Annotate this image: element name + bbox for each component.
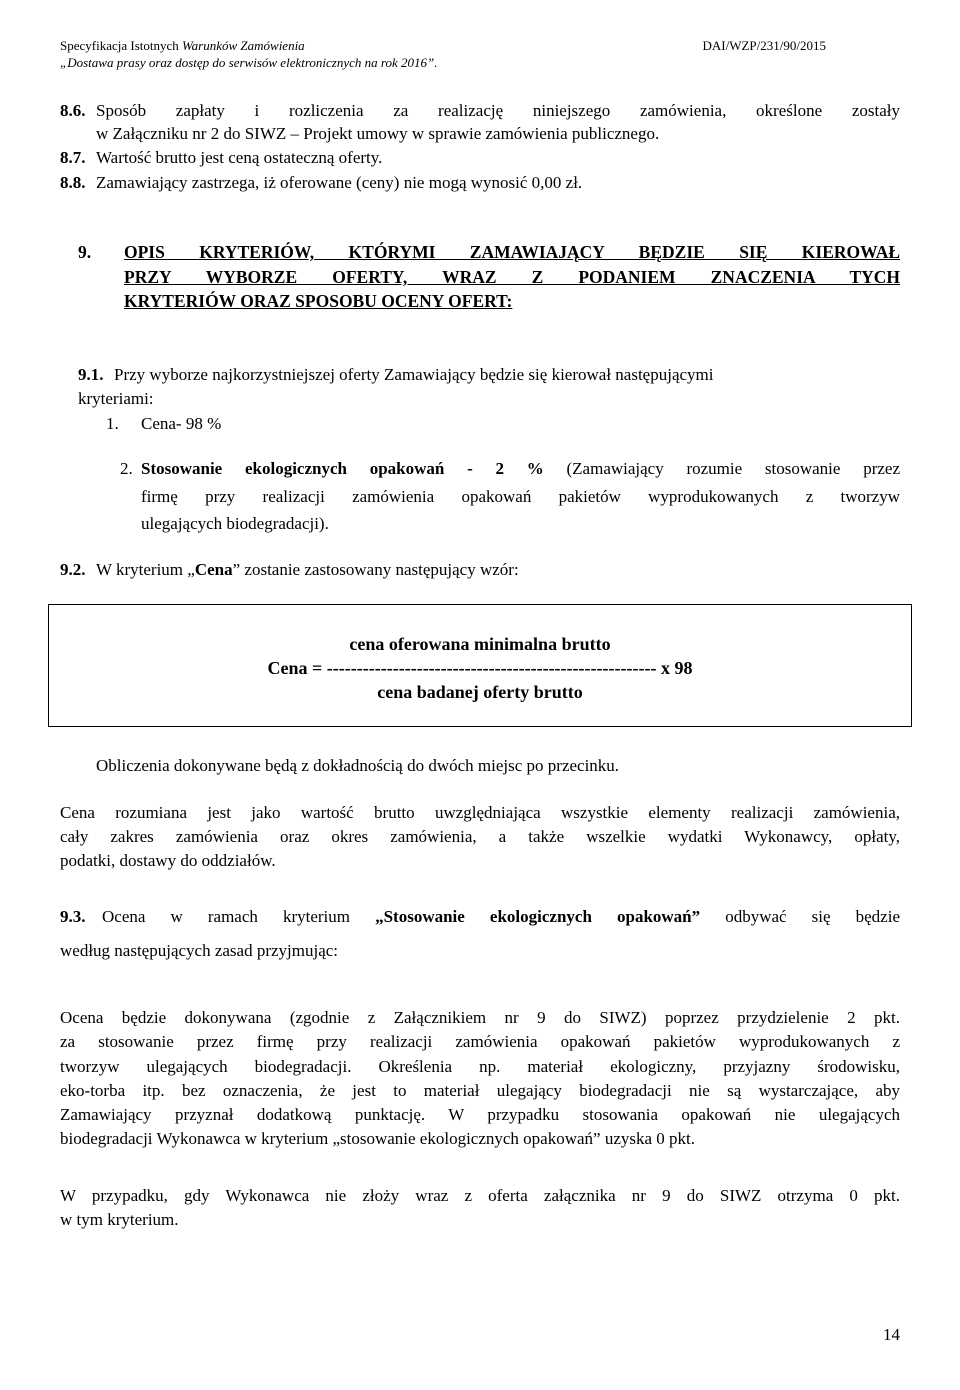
calc-note: Obliczenia dokonywane będą z dokładnością do dwóch miejsc po przecinku.	[96, 756, 620, 775]
section-8-6-number: 8.6.	[60, 101, 86, 120]
section-9-heading-line2: PRZY WYBORZE OFERTY, WRAZ Z PODANIEM ZNACZENIA TYCH	[124, 267, 900, 287]
criterion-1-number: 1.	[106, 414, 119, 433]
section-8-6-line2: w Załączniku nr 2 do SIWZ – Projekt umowy w sprawie zamówienia publicznego.	[96, 124, 660, 143]
section-8-7-number: 8.7.	[60, 148, 86, 167]
formula-denominator: cena badanej oferty brutto	[377, 682, 583, 702]
cena-paragraph-line1: Cena rozumiana jest jako wartość brutto uwzględniająca wszystkie elementy realizacji zamówienia,	[60, 803, 900, 822]
ocena-paragraph-line3: tworzyw ulegających biodegradacji. Określenia np. materiał ekologiczny, przyjazny środowisku,	[60, 1057, 900, 1076]
ocena-paragraph-line6: biodegradacji Wykonawca w kryterium „stosowanie ekologicznych opakowań” uzyska 0 pkt.	[60, 1129, 696, 1148]
section-8-6-line1: Sposób zapłaty i rozliczenia za realizację niniejszego zamówienia, określone zostały	[96, 101, 900, 120]
section-8-7-text: Wartość brutto jest ceną ostateczną oferty.	[96, 148, 383, 167]
formula-fraction-line: Cena = ------------------------------------------------------- x 98	[267, 658, 693, 678]
section-9-3-line2: według następujących zasad przyjmując:	[60, 941, 339, 960]
final-paragraph-line1: W przypadku, gdy Wykonawca nie złoży wraz z oferta załącznika nr 9 do SIWZ otrzyma 0 pkt.	[60, 1186, 900, 1205]
criterion-2-line2: firmę przy realizacji zamówienia opakowań pakietów wyprodukowanych z tworzyw	[141, 487, 900, 506]
final-paragraph-line2: w tym kryterium.	[60, 1210, 179, 1229]
section-9-3-number: 9.3.	[60, 907, 86, 926]
criterion-2-line1: Stosowanie ekologicznych opakowań - 2 % (Zamawiający rozumie stosowanie przez	[141, 459, 900, 478]
header-subtitle: „Dostawa prasy oraz dostęp do serwisów elektronicznych na rok 2016”.	[60, 55, 438, 70]
section-9-1-line2: kryteriami:	[78, 389, 154, 408]
section-9-1-number: 9.1.	[78, 365, 104, 384]
page-number: 14	[883, 1325, 900, 1344]
criterion-2-number: 2.	[120, 459, 133, 478]
ocena-paragraph-line2: za stosowanie przez firmę przy realizacji zamówienia opakowań pakietów wyprodukowanych z	[60, 1032, 900, 1051]
ocena-paragraph-line5: Zamawiający przyznał dodatkową punktację. W przypadku stosowania opakowań nie ulegających	[60, 1105, 900, 1124]
criterion-1-text: Cena- 98 %	[141, 414, 222, 433]
criterion-2-line3: ulegających biodegradacji).	[141, 514, 329, 533]
section-9-number: 9.	[78, 242, 92, 262]
formula-box	[48, 604, 912, 727]
section-9-1-line1: Przy wyborze najkorzystniejszej oferty Zamawiający będzie się kierował następującymi	[114, 365, 714, 384]
header-ref: DAI/WZP/231/90/2015	[702, 38, 826, 53]
section-9-2-number: 9.2.	[60, 560, 86, 579]
formula-numerator: cena oferowana minimalna brutto	[349, 634, 611, 654]
section-8-8-text: Zamawiający zastrzega, iż oferowane (ceny) nie mogą wynosić 0,00 zł.	[96, 173, 583, 192]
cena-paragraph-line2: cały zakres zamówienia oraz okres zamówienia, a także wszelkie wydatki Wykonawcy, opłaty,	[60, 827, 900, 846]
section-9-3-line1: Ocena w ramach kryterium „Stosowanie ekologicznych opakowań” odbywać się będzie	[102, 907, 900, 926]
cena-paragraph-line3: podatki, dostawy do oddziałów.	[60, 851, 276, 870]
section-8-8-number: 8.8.	[60, 173, 86, 192]
header-title: Specyfikacja Istotnych Warunków Zamówienia	[60, 38, 305, 53]
section-9-2-text: W kryterium „Cena” zostanie zastosowany następujący wzór:	[96, 560, 519, 579]
ocena-paragraph-line1: Ocena będzie dokonywana (zgodnie z Załącznikiem nr 9 do SIWZ) poprzez przydzielenie 2 pkt.	[60, 1008, 900, 1027]
section-9-heading-line3: KRYTERIÓW ORAZ SPOSOBU OCENY OFERT:	[124, 291, 513, 311]
section-9-heading-line1: OPIS KRYTERIÓW, KTÓRYMI ZAMAWIAJĄCY BĘDZIE SIĘ KIEROWAŁ	[124, 242, 900, 262]
ocena-paragraph-line4: eko-torba itp. bez oznaczenia, że jest to materiał ulegający biodegradacji nie są wystarczające, aby	[60, 1081, 900, 1100]
